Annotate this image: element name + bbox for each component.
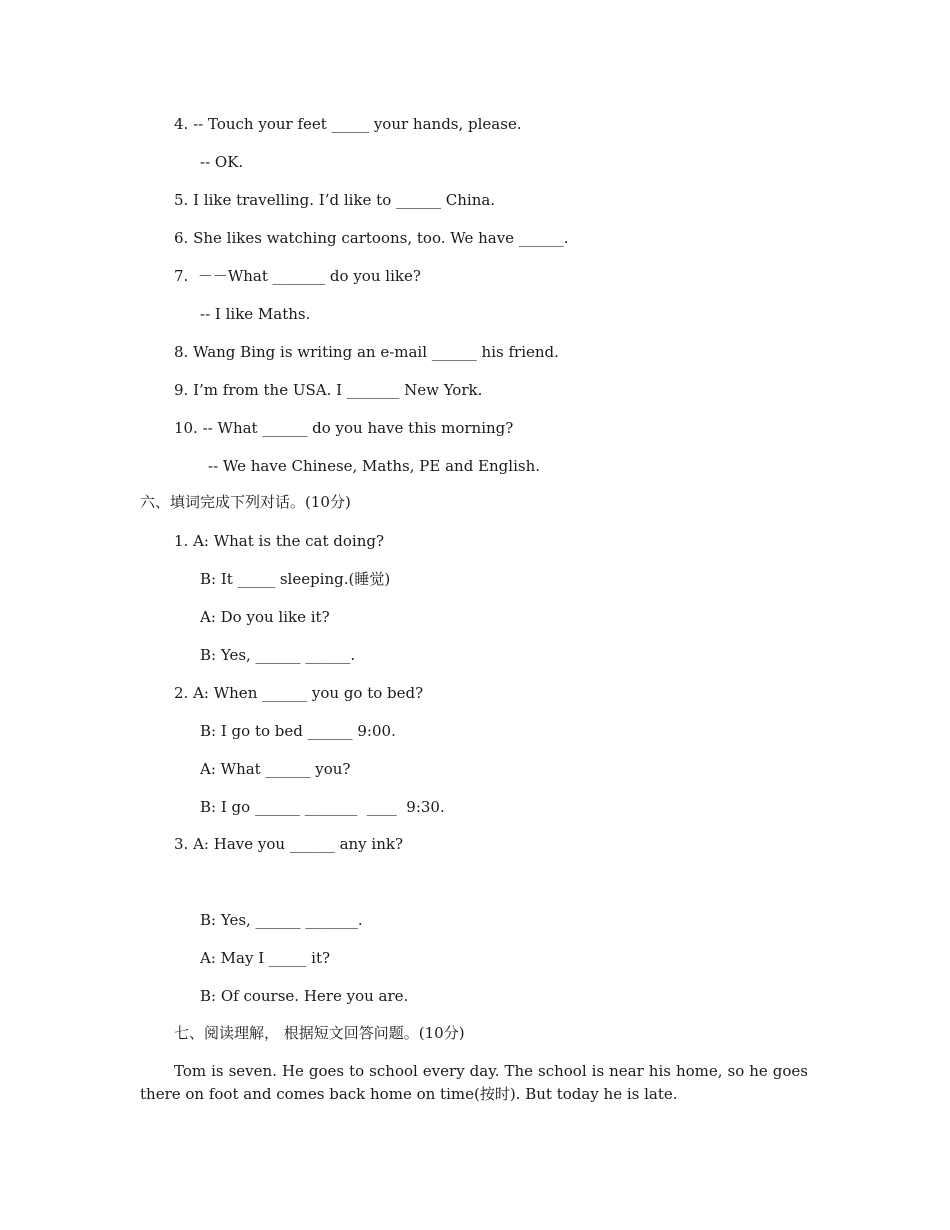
exercise-item-7-reply: -- I like Maths. [200,305,311,323]
exercise-item-10-reply: -- We have Chinese, Maths, PE and English. [208,457,540,475]
dialogue-3-line-d: B: Of course. Here you are. [200,987,409,1005]
dialogue-3-line-c: A: May I _____ it? [200,949,331,967]
dialogue-1-line-c: A: Do you like it? [200,608,330,626]
exercise-item-4-reply: -- OK. [200,153,244,171]
dialogue-2-line-d: B: I go ______ _______ ____ 9:30. [200,798,445,816]
dialogue-2-line-b: B: I go to bed ______ 9:00. [200,722,396,740]
reading-passage: Tom is seven. He goes to school every day. The school is near his home, so he goes there on foot and comes back home on time(按时). But today he is late. [140,1062,808,1103]
dialogue-2-line-c: A: What ______ you? [200,760,351,778]
dialogue-1-line-d: B: Yes, ______ ______. [200,646,356,664]
exercise-item-6: 6. She likes watching cartoons, too. We have ______. [174,229,569,247]
dialogue-1-line-a: 1. A: What is the cat doing? [174,532,385,550]
dialogue-3-line-b: B: Yes, ______ _______. [200,911,363,929]
dialogue-2-line-a: 2. A: When ______ you go to bed? [174,684,424,702]
exercise-item-5: 5. I like travelling. I’d like to ______ China. [174,191,496,209]
exercise-item-7: 7. －－What _______ do you like? [174,267,421,285]
section-heading-6: 六、填词完成下列对话。(10分) [140,493,351,511]
exercise-item-4: 4. -- Touch your feet _____ your hands, please. [174,115,522,133]
dialogue-1-line-b: B: It _____ sleeping.(睡觉) [200,570,391,588]
dialogue-3-line-a: 3. A: Have you ______ any ink? [174,835,404,853]
exercise-item-8: 8. Wang Bing is writing an e-mail ______ his friend. [174,343,559,361]
exercise-item-10: 10. -- What ______ do you have this morning? [174,419,514,437]
section-heading-7: 七、阅读理解， 根据短文回答问题。(10分) [174,1024,465,1042]
exercise-item-9: 9. I’m from the USA. I _______ New York. [174,381,483,399]
